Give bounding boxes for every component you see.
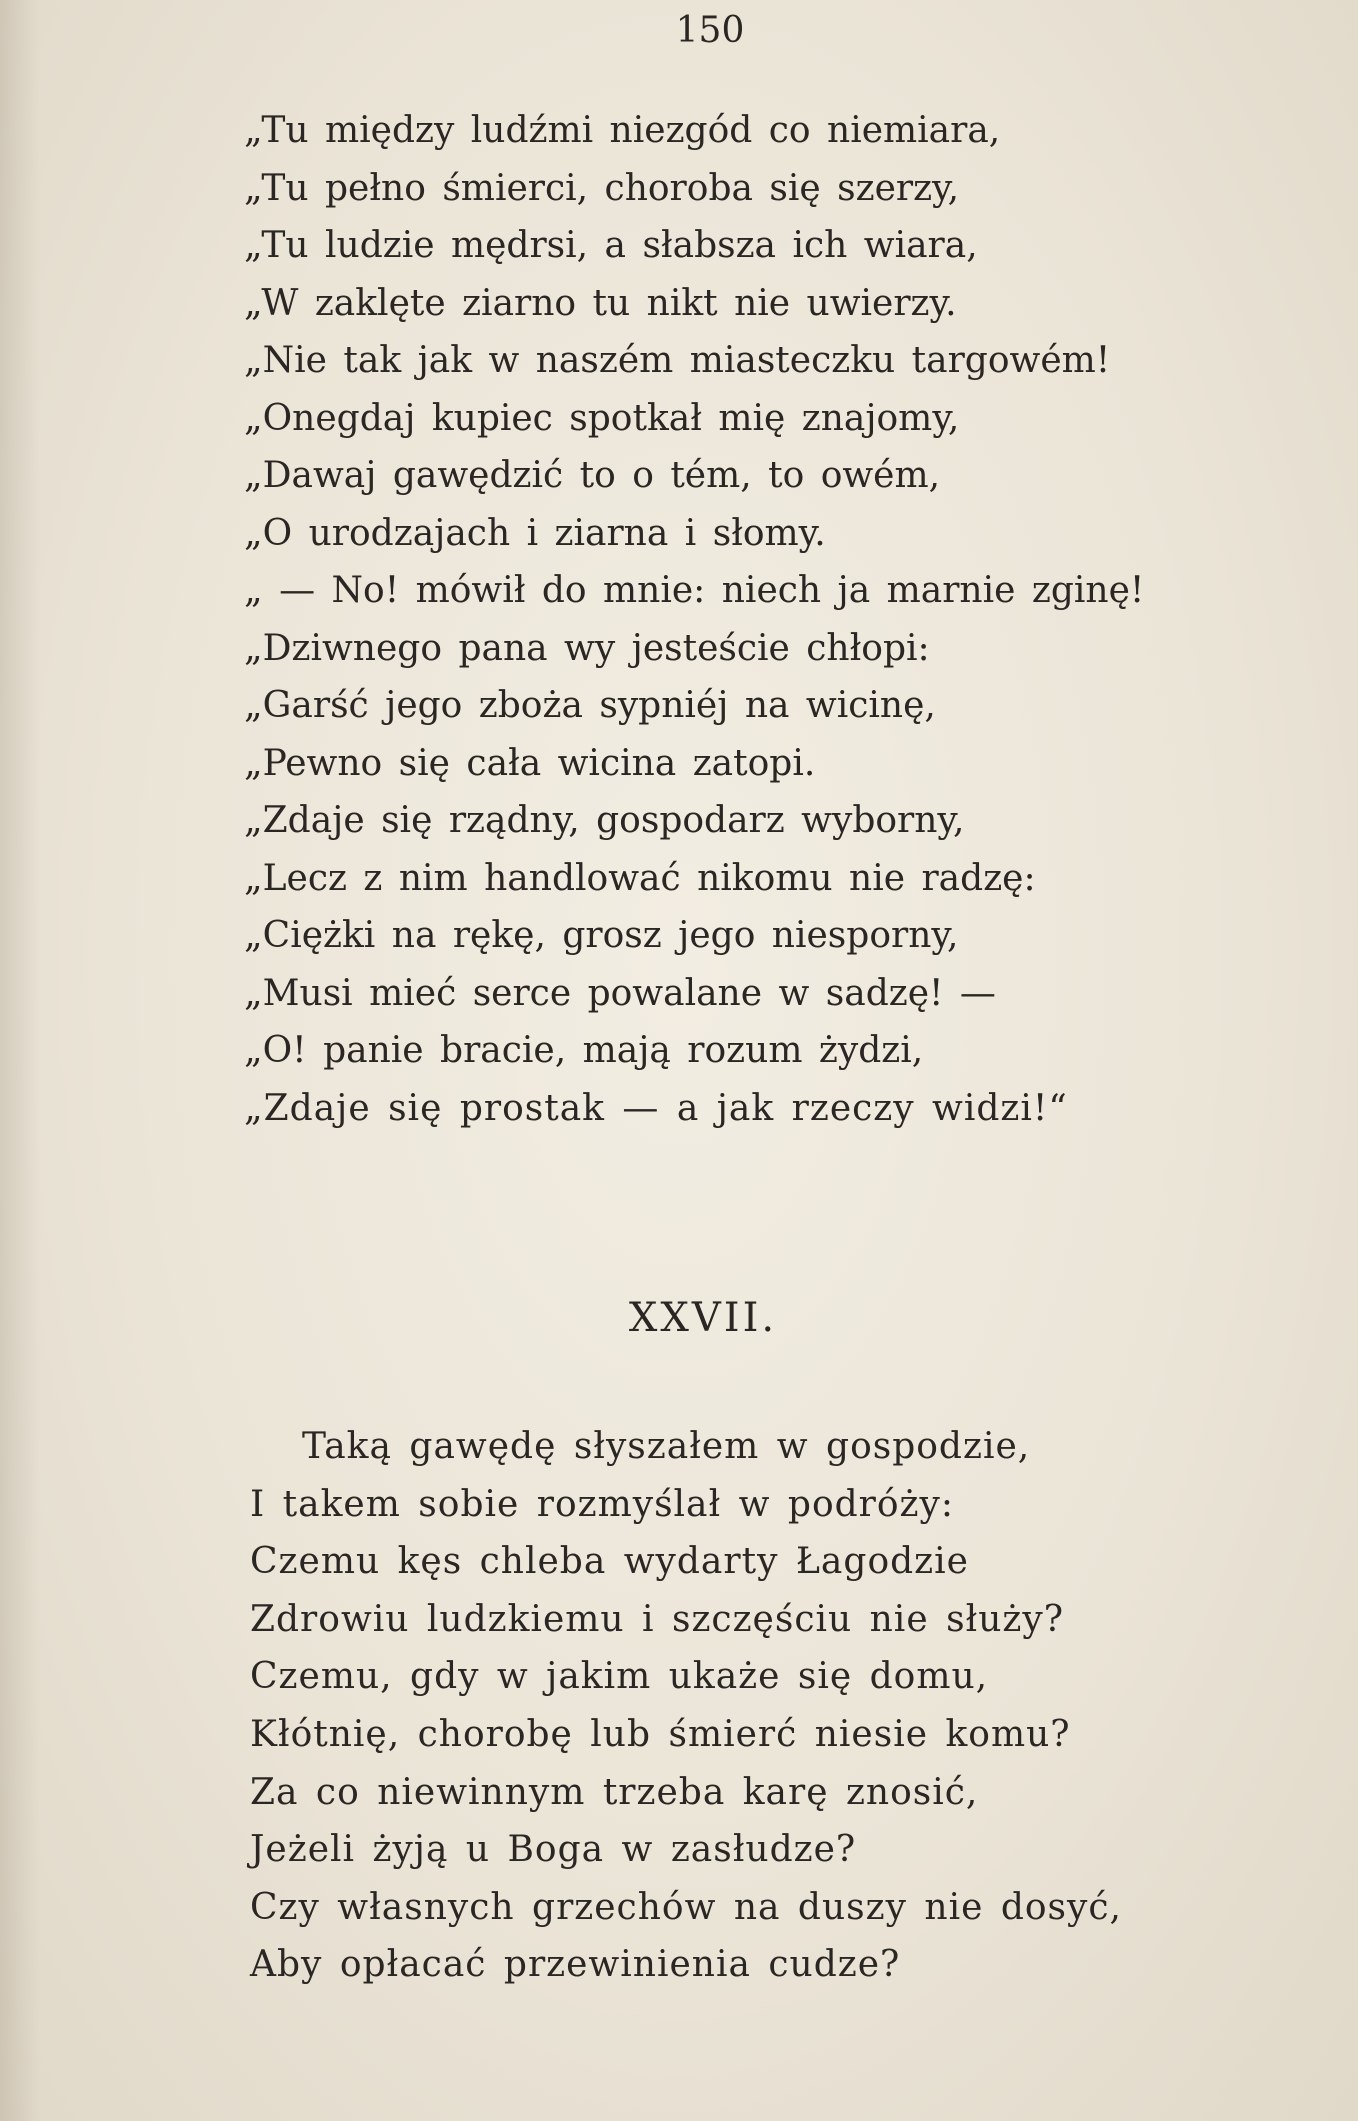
- verse-line: „Dawaj gawędzić to o tém, to owém,: [244, 455, 941, 496]
- verse-line: „Tu między ludźmi niezgód co niemiara,: [244, 110, 1001, 151]
- verse-line: Taką gawędę słyszałem w gospodzie,: [302, 1426, 1031, 1467]
- verse-line: „Lecz z nim handlować nikomu nie radzę:: [244, 857, 1036, 899]
- verse-line: „O urodzajach i ziarna i słomy.: [244, 512, 826, 554]
- verse-line: Kłótnię, chorobę lub śmierć niesie komu?: [250, 1713, 1071, 1755]
- verse-line: „Pewno się cała wicina zatopi.: [244, 742, 816, 784]
- verse-line: „Nie tak jak w naszém miasteczku targowém!: [244, 340, 1111, 381]
- verse-line: Aby opłacać przewinienia cudze?: [250, 1944, 901, 1986]
- verse-line: Czy własnych grzechów na duszy nie dosyć,: [250, 1886, 1122, 1928]
- verse-line: „Zdaje się prostak — a jak rzeczy widzi!“: [244, 1087, 1068, 1129]
- verse-line: Jeżeli żyją u Boga w zasłudze?: [250, 1829, 857, 1871]
- verse-line: „W zaklęte ziarno tu nikt nie uwierzy.: [244, 282, 957, 324]
- verse-line: „Musi mieć serce powalane w sadzę! —: [244, 972, 996, 1014]
- verse-line: „ — No! mówił do mnie: niech ja marnie zginę!: [244, 570, 1145, 611]
- verse-line: „Dziwnego pana wy jesteście chłopi:: [244, 627, 930, 669]
- verse-line: Czemu, gdy w jakim ukaże się domu,: [250, 1656, 989, 1698]
- verse-line: „Tu pełno śmierci, choroba się szerzy,: [244, 167, 960, 209]
- verse-line: Zdrowiu ludzkiemu i szczęściu nie służy?: [250, 1598, 1065, 1640]
- verse-line: „Tu ludzie mędrsi, a słabsza ich wiara,: [244, 225, 978, 266]
- verse-line: Czemu kęs chleba wydarty Łagodzie: [250, 1541, 969, 1583]
- page-number: 150: [675, 10, 745, 51]
- verse-line: „Garść jego zboża sypniéj na wicinę,: [244, 685, 936, 726]
- page-gutter-shadow: [0, 0, 40, 2121]
- verse-line: „Ciężki na rękę, grosz jego niesporny,: [244, 915, 959, 956]
- verse-line: „Zdaje się rządny, gospodarz wyborny,: [244, 800, 965, 841]
- chapter-heading: XXVII.: [628, 1295, 778, 1341]
- verse-line: I takem sobie rozmyślał w podróży:: [250, 1483, 954, 1525]
- verse-line: „Onegdaj kupiec spotkał mię znajomy,: [244, 397, 960, 439]
- verse-line: Za co niewinnym trzeba karę znosić,: [250, 1771, 979, 1813]
- poem-stanza-continued: [244, 102, 1324, 1137]
- verse-line: „O! panie bracie, mają rozum żydzi,: [244, 1030, 924, 1071]
- poem-stanza: [250, 1418, 1330, 1994]
